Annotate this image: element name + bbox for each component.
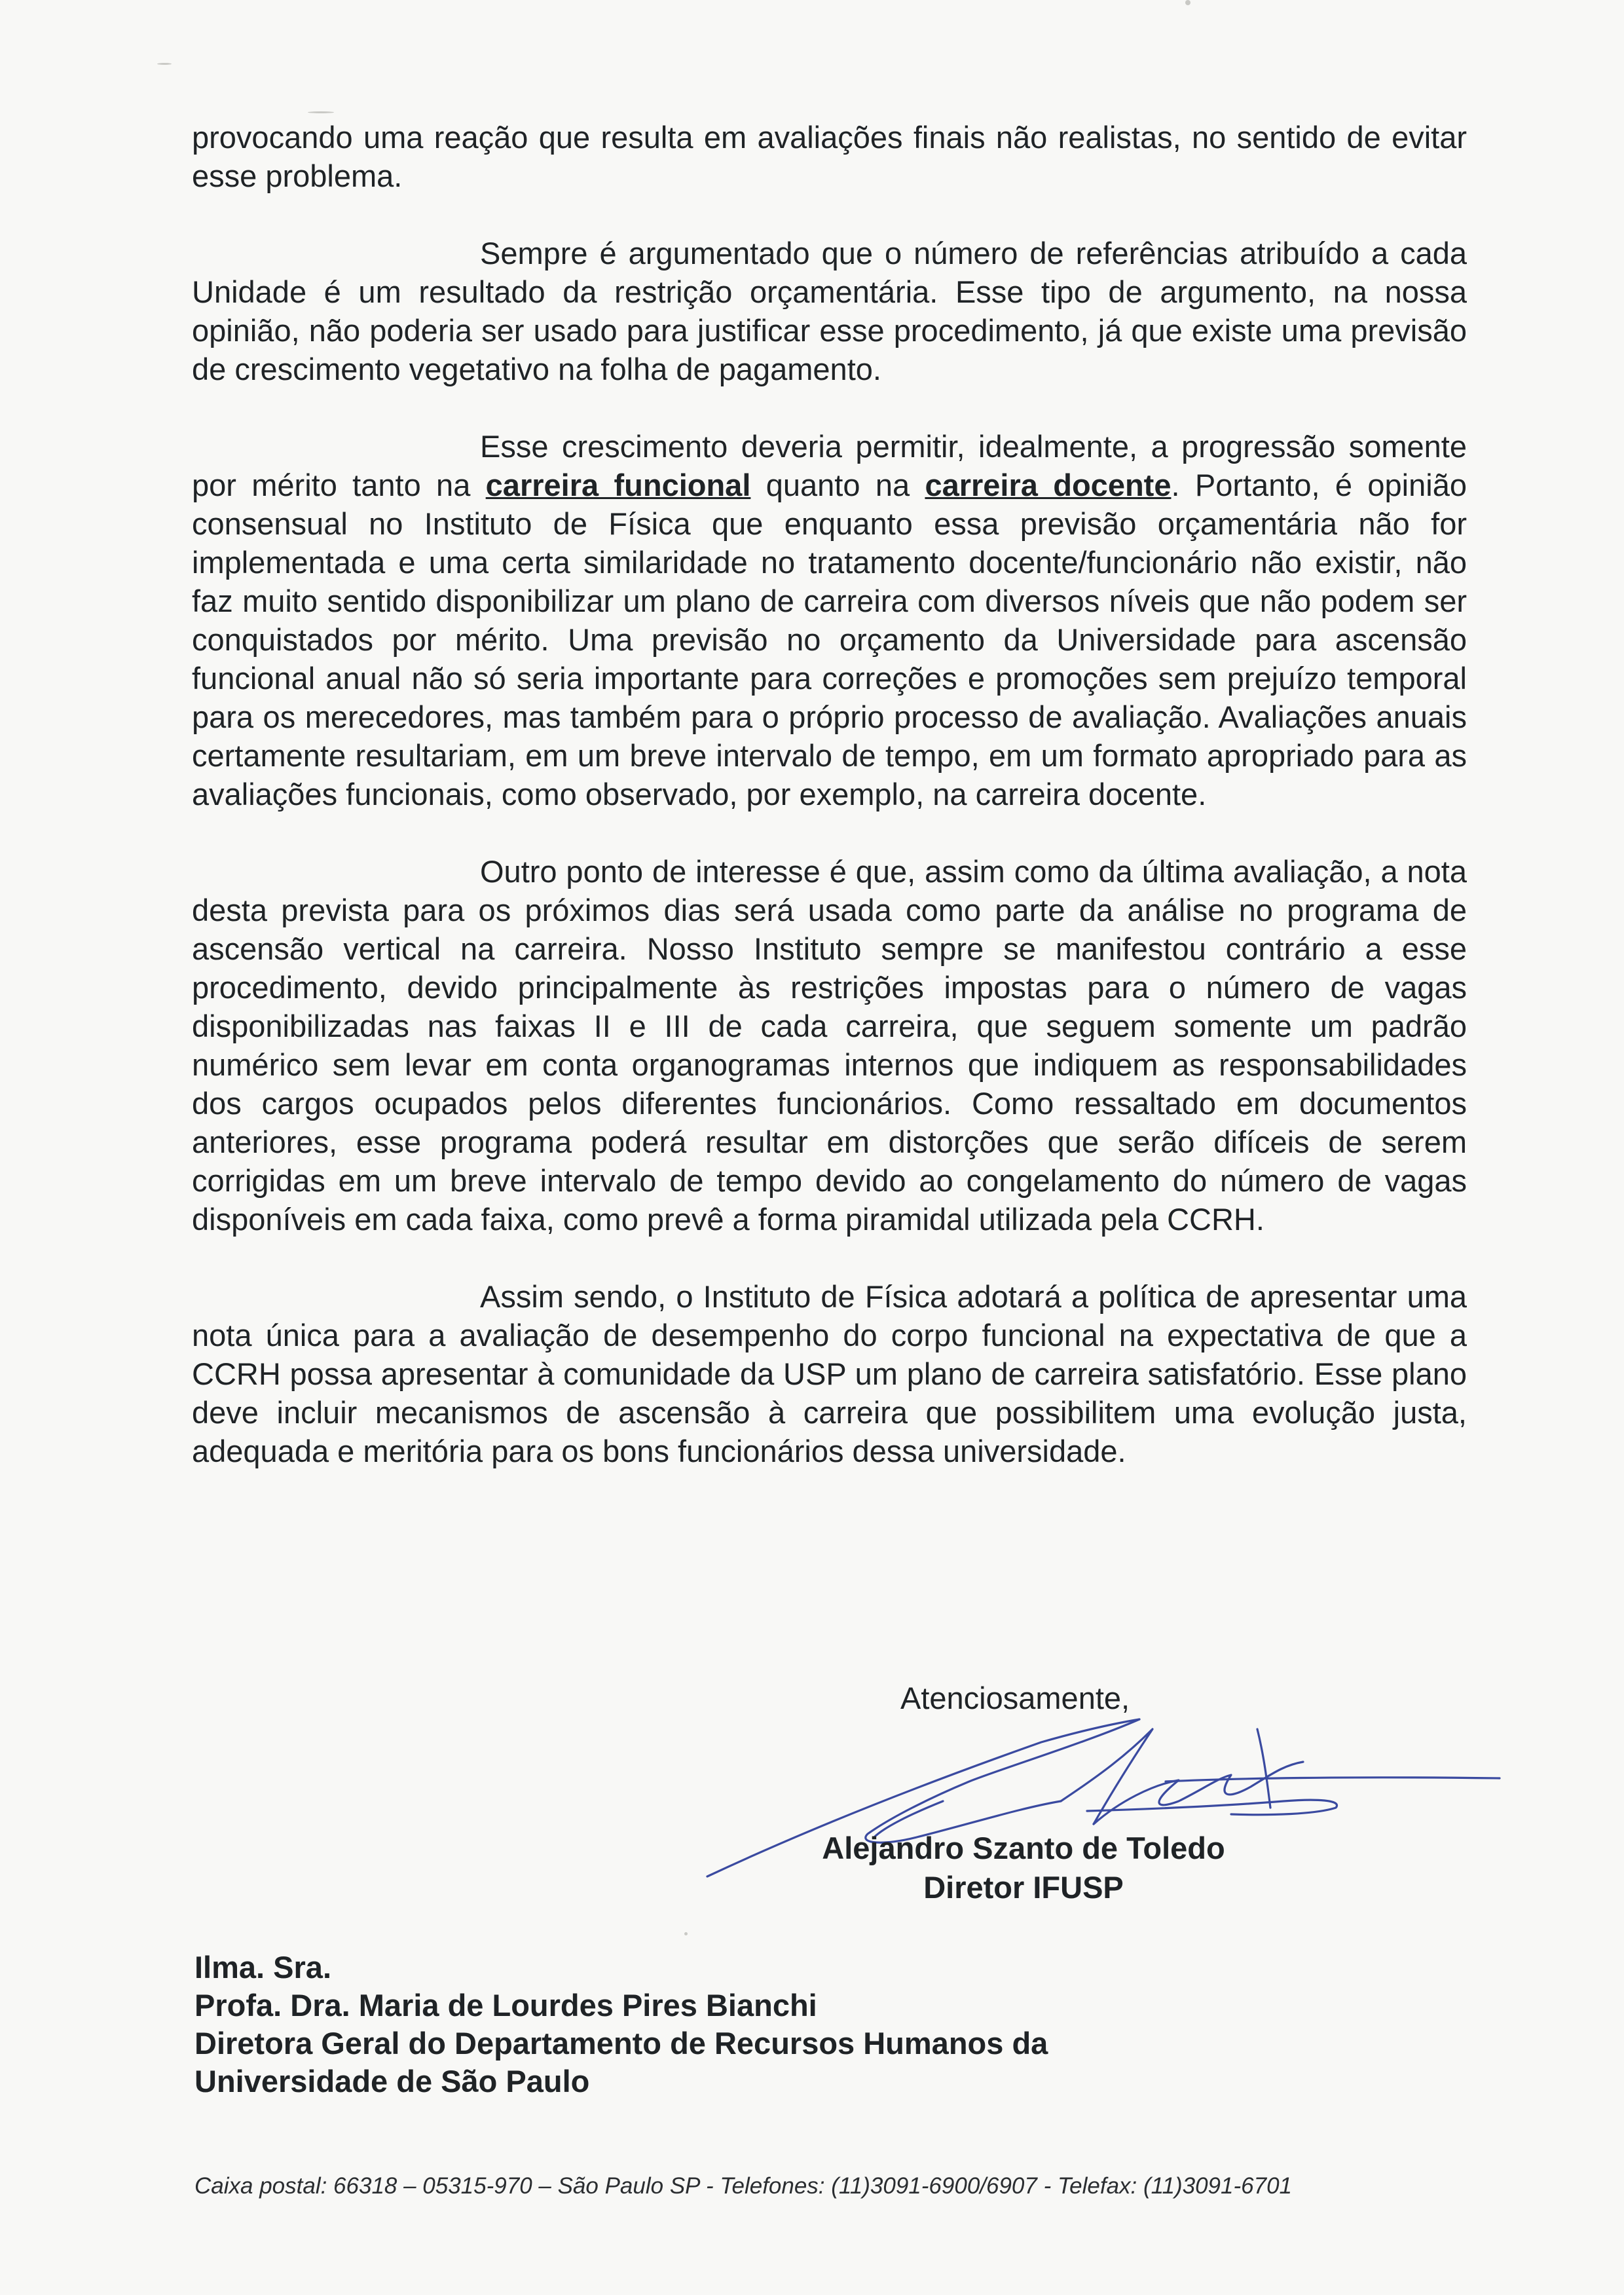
scan-speck bbox=[308, 111, 334, 113]
paragraph-3-part-a: Esse crescimento deveria permitir, idealmente, a progressão somente por mérito tanto na bbox=[192, 429, 1467, 502]
footer-contact-info: Caixa postal: 66318 – 05315-970 – São Paulo SP - Telefones: (11)3091-6900/6907 - Telefax: (11)3091-6701 bbox=[194, 2173, 1293, 2199]
addressee-name: Profa. Dra. Maria de Lourdes Pires Bianchi bbox=[194, 1988, 817, 2023]
signatory-name: Alejandro Szanto de Toledo bbox=[822, 1831, 1225, 1865]
addressee-role: Diretora Geral do Departamento de Recursos Humanos da bbox=[194, 2026, 1048, 2061]
paragraph-1: provocando uma reação que resulta em avaliações finais não realistas, no sentido de evitar esse problema. bbox=[192, 120, 1467, 193]
paragraph-3-part-c: . Portanto, é opinião consensual no Instituto de Física que enquanto essa previsão orçamentária não for implementada e uma certa similaridade no tratamento docente/funcionário não existir, não faz muito sentido disponibilizar um plano de carreira com diversos níveis que não podem ser conquistados por mérito. Uma previsão no orçamento da Universidade para ascensão funcional anual não só seria importante para correções e promoções sem prejuízo temporal para os merecedores, mas também para o próprio processo de avaliação. Avaliações anuais certamente resultariam, em um breve intervalo de tempo, em um formato apropriado para as avaliações funcionais, como observado, por exemplo, na carreira docente. bbox=[192, 468, 1467, 812]
scan-speck bbox=[157, 63, 172, 65]
letter-body bbox=[192, 118, 1467, 1509]
closing-salutation: Atenciosamente, bbox=[900, 1681, 1130, 1715]
addressee-salutation: Ilma. Sra. bbox=[194, 1950, 331, 1985]
paragraph-3 bbox=[192, 427, 1467, 813]
signatory-block bbox=[807, 1829, 1240, 1907]
paragraph-3-part-b: quanto na bbox=[750, 468, 925, 502]
scan-speck bbox=[684, 1932, 688, 1935]
emphasis-carreira-docente: carreira docente bbox=[925, 468, 1172, 502]
paragraph-4: Outro ponto de interesse é que, assim como da última avaliação, a nota desta prevista para os próximos dias será usada como parte da análise no programa de ascensão vertical na carreira. Nosso Instituto sempre se manifestou contrário a esse procedimento, devido principalmente às restrições impostas para o número de vagas disponibilizadas nas faixas II e III de cada carreira, que seguem somente um padrão numérico sem levar em conta organogramas internos que indiquem as responsabilidades dos cargos ocupados pelos diferentes funcionários. Como ressaltado em documentos anteriores, esse programa poderá resultar em distorções que serão difíceis de serem corrigidas em um breve intervalo de tempo devido ao congelamento do número de vagas disponíveis em cada faixa, como prevê a forma piramidal utilizada pela CCRH. bbox=[192, 854, 1467, 1237]
paragraph-2: Sempre é argumentado que o número de referências atribuído a cada Unidade é um resultado da restrição orçamentária. Esse tipo de argumento, na nossa opinião, não poderia ser usado para justificar esse procedimento, já que existe uma previsão de crescimento vegetativo na folha de pagamento. bbox=[192, 236, 1467, 386]
paragraph-5: Assim sendo, o Instituto de Física adotará a política de apresentar uma nota única para a avaliação de desempenho do corpo funcional na expectativa de que a CCRH possa apresentar à comunidade da USP um plano de carreira satisfatório. Esse plano deve incluir mecanismos de ascensão à carreira que possibilitem uma evolução justa, adequada e meritória para os bons funcionários dessa universidade. bbox=[192, 1279, 1467, 1468]
emphasis-carreira-funcional: carreira funcional bbox=[485, 468, 751, 502]
addressee-block bbox=[194, 1949, 1048, 2100]
addressee-institution: Universidade de São Paulo bbox=[194, 2064, 590, 2099]
scan-speck bbox=[1185, 0, 1190, 5]
signatory-title: Diretor IFUSP bbox=[923, 1870, 1124, 1905]
